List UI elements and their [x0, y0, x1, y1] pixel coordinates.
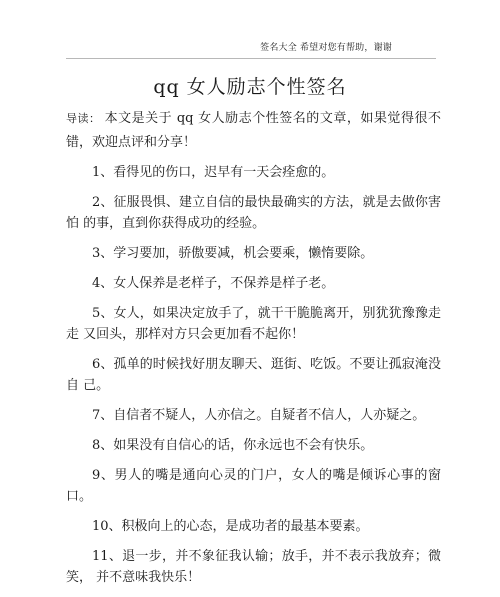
article-title: qq 女人励志个性签名	[153, 76, 347, 98]
article-body	[66, 107, 441, 597]
signature-item-4: 4、女人保养是老样子，不保养是样子老。	[92, 276, 335, 291]
signature-item-5: 5、女人，如果决定放手了，就干干脆脆离开，别犹犹豫豫走走 又回头，那样对方只会更加看不起你！	[66, 306, 441, 342]
signature-item-8: 8、如果没有自信心的话，你永远也不会有快乐。	[92, 438, 374, 453]
lead-paragraph	[66, 107, 441, 155]
signature-item-3: 3、学习要加，骄傲要减，机会要乘，懒惰要除。	[92, 246, 374, 261]
signature-item-11: 11、退一步，并不象征我认输；放手，并不表示我放弃；微笑， 并不意味我快乐！	[66, 549, 441, 585]
header-divider	[66, 58, 436, 59]
signature-item-10: 10、积极向上的心态，是成功者的最基本要素。	[92, 519, 369, 534]
lead-text: 本文是关于 qq 女人励志个性签名的文章，如果觉得很不错，欢迎点评和分享！	[66, 111, 442, 150]
signature-item-9: 9、男人的嘴是通向心灵的门户，女人的嘴是倾诉心事的窗口。	[66, 468, 441, 504]
signature-item-2: 2、征服畏惧、建立自信的最快最确实的方法，就是去做你害怕 的事，直到你获得成功的经验。	[66, 195, 441, 231]
lead-label: 导读：	[66, 112, 101, 125]
signature-item-1: 1、看得见的伤口，迟早有一天会痊愈的。	[92, 165, 335, 180]
signature-item-6: 6、孤单的时候找好朋友聊天、逛街、吃饭。不要让孤寂淹没自 己。	[66, 357, 441, 393]
header-note: 签名大全 希望对您有帮助，谢谢	[260, 43, 392, 53]
signature-item-7: 7、自信者不疑人，人亦信之。自疑者不信人，人亦疑之。	[92, 408, 426, 423]
